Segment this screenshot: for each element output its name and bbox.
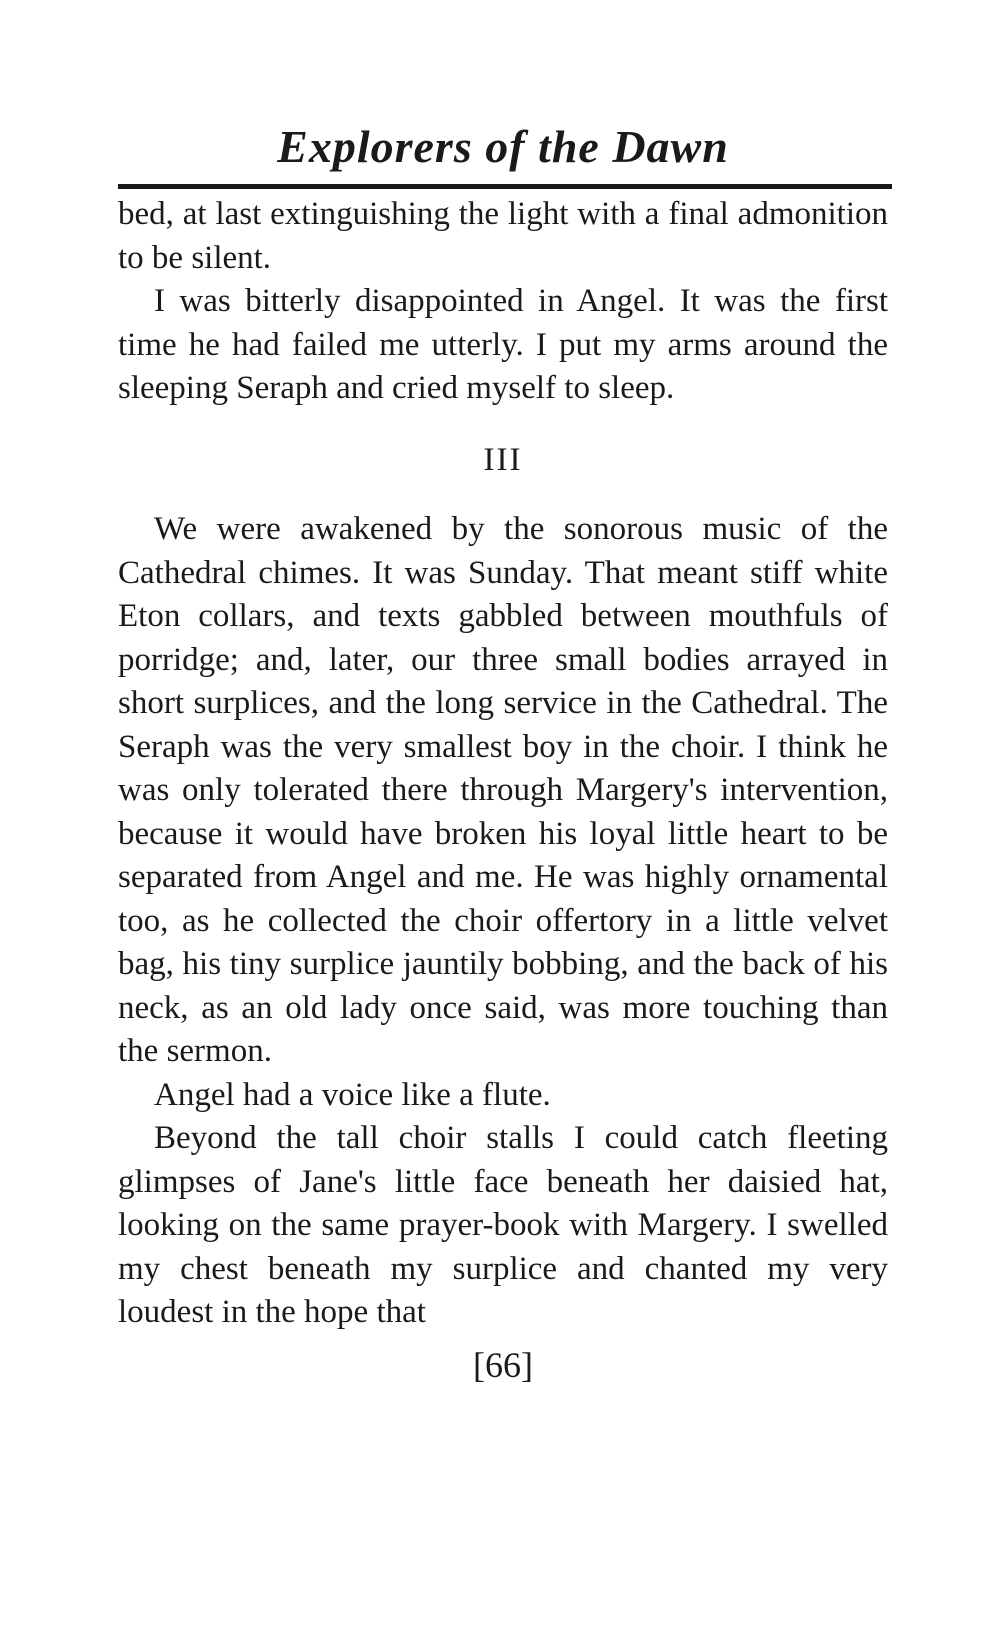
paragraph-continued: bed, at last extinguishing the light with a final admonition to be silent. [118, 196, 888, 276]
paragraph: Beyond the tall choir stalls I could catch fleeting glimpses of Jane's little face beneath her daisied hat, looking on the same prayer-book with Margery. I swelled my chest beneath my surplice and chanted my very loudest in the hope that [118, 1120, 888, 1330]
page-number: [66] [473, 1344, 533, 1385]
paragraph: I was bitterly disappointed in Angel. It was the first time he had failed me utterly. I put my arms around the sleeping Seraph and cried myself to sleep. [118, 283, 888, 406]
paragraph: Angel had a voice like a flute. [154, 1076, 551, 1113]
book-page [118, 120, 888, 1387]
running-title: Explorers of the Dawn [277, 121, 729, 172]
section-heading: III [483, 441, 523, 478]
paragraph: We were awakened by the sonorous music of the Cathedral chimes. It was Sunday. That meant stiff white Eton collars, and texts gabbled between mouthfuls of porridge; and, later, our three small bodies arrayed in short surplices, and the long service in the Cathedral. The Seraph was the very smallest boy in the choir. I think he was only tolerated there through Margery's intervention, because it would have broken his loyal little heart to be separated from Angel and me. He was highly ornamental too, as he collected the choir offertory in a little velvet bag, his tiny surplice jauntily bobbing, and the back of his neck, as an old lady once said, was more touching than the sermon. [118, 511, 888, 1069]
header-rule [118, 184, 892, 189]
body-text [118, 193, 888, 1335]
